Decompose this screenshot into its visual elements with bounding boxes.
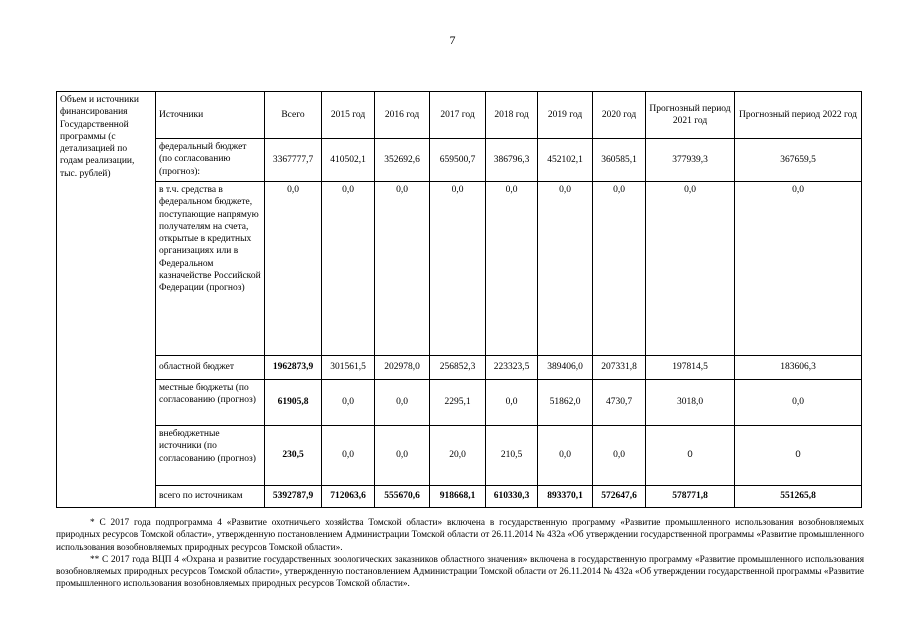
value-cell: 578771,8 [646,486,735,508]
value-cell: 20,0 [430,426,486,486]
value-cell: 893370,1 [538,486,593,508]
table-row-total [57,486,862,508]
footnote: ** С 2017 года ВЦП 4 «Охрана и развитие государственных зоологических заказников областного значения» включена в государственную программу «Развитие промышленного использования возобновляемых природных ресурсов Томской области», утвержденную постановлением Администрации Томской области от 26.11.2014 № 432а «Об утверждении государственной программы «Развитие промышленного использования возобновляемых природных ресурсов Томской области». [56,554,864,590]
value-cell: 352692,6 [375,139,430,182]
value-cell: 223323,5 [486,356,538,380]
row-label: Объем и источники финансирования Государственной программы (с детализацией по годам реализации, тыс. рублей) [60,95,139,179]
value-cell: 4730,7 [593,380,646,426]
value-cell: 610330,3 [486,486,538,508]
value-cell: 183606,3 [735,356,862,380]
header-total: Всего [265,92,322,139]
value-cell: 572647,6 [593,486,646,508]
header-2018: 2018 год [486,92,538,139]
source-cell: местные бюджеты (по согласованию (прогноз) [156,380,265,426]
source-cell: внебюджетные источники (по согласованию (прогноз) [156,426,265,486]
value-cell: 0,0 [735,380,862,426]
table-row-extrabudget [57,426,862,486]
value-cell: 3018,0 [646,380,735,426]
value-cell: 0,0 [538,426,593,486]
source-cell: всего по источникам [156,486,265,508]
value-cell: 202978,0 [375,356,430,380]
value-cell: 197814,5 [646,356,735,380]
value-cell: 61905,8 [265,380,322,426]
value-cell: 256852,3 [430,356,486,380]
value-cell: 0,0 [375,426,430,486]
value-cell: 210,5 [486,426,538,486]
table-header-row [57,92,862,139]
value-cell: 0,0 [593,182,646,356]
value-cell: 410502,1 [322,139,375,182]
value-cell: 0,0 [322,426,375,486]
value-cell: 2295,1 [430,380,486,426]
value-cell: 230,5 [265,426,322,486]
value-cell: 0,0 [593,426,646,486]
header-2015: 2015 год [322,92,375,139]
value-cell: 0,0 [265,182,322,356]
value-cell: 0,0 [486,182,538,356]
value-cell: 5392787,9 [265,486,322,508]
value-cell: 360585,1 [593,139,646,182]
table-row-federal [57,139,862,182]
source-cell: в т.ч. средства в федеральном бюджете, поступающие напрямую получателям на счета, открытые в кредитных организациях или в Федеральном казначействе Российской Федерации (прогноз) [156,182,265,356]
table-row-federal-direct [57,182,862,356]
header-forecast-2021: Прогнозный период 2021 год [646,92,735,139]
footnote: * С 2017 года подпрограмма 4 «Развитие охотничьего хозяйства Томской области» включена в государственную программу «Развитие промышленного использования возобновляемых природных ресурсов Томской области», утвержденную постановлением Администрации Томской области от 26.11.2014 № 432а «Об утверждении государственной программы «Развитие промышленного использования возобновляемых природных ресурсов Томской области». [56,518,864,553]
table-row-local [57,380,862,426]
header-2019: 2019 год [538,92,593,139]
value-cell: 0,0 [646,182,735,356]
source-cell: областной бюджет [156,356,265,380]
source-cell: федеральный бюджет (по согласованию (прогноз): [156,139,265,182]
value-cell: 0,0 [486,380,538,426]
header-2016: 2016 год [375,92,430,139]
value-cell: 0,0 [322,182,375,356]
header-2017: 2017 год [430,92,486,139]
value-cell: 918668,1 [430,486,486,508]
value-cell: 207331,8 [593,356,646,380]
value-cell: 0,0 [538,182,593,356]
value-cell: 0 [646,426,735,486]
value-cell: 377939,3 [646,139,735,182]
value-cell: 555670,6 [375,486,430,508]
value-cell: 367659,5 [735,139,862,182]
row-label-cell [57,92,156,508]
value-cell: 0,0 [430,182,486,356]
value-cell: 712063,6 [322,486,375,508]
header-forecast-2022: Прогнозный период 2022 год [735,92,862,139]
value-cell: 301561,5 [322,356,375,380]
value-cell: 659500,7 [430,139,486,182]
financing-table [56,91,862,508]
value-cell: 0,0 [322,380,375,426]
value-cell: 3367777,7 [265,139,322,182]
footnotes [56,517,864,591]
value-cell: 1962873,9 [265,356,322,380]
value-cell: 551265,8 [735,486,862,508]
header-sources: Источники [156,92,265,139]
page-number: 7 [449,33,456,47]
value-cell: 0,0 [735,182,862,356]
value-cell: 452102,1 [538,139,593,182]
value-cell: 51862,0 [538,380,593,426]
value-cell: 0,0 [375,380,430,426]
value-cell: 0 [735,426,862,486]
table-row-regional [57,356,862,380]
value-cell: 386796,3 [486,139,538,182]
value-cell: 0,0 [375,182,430,356]
header-2020: 2020 год [593,92,646,139]
value-cell: 389406,0 [538,356,593,380]
